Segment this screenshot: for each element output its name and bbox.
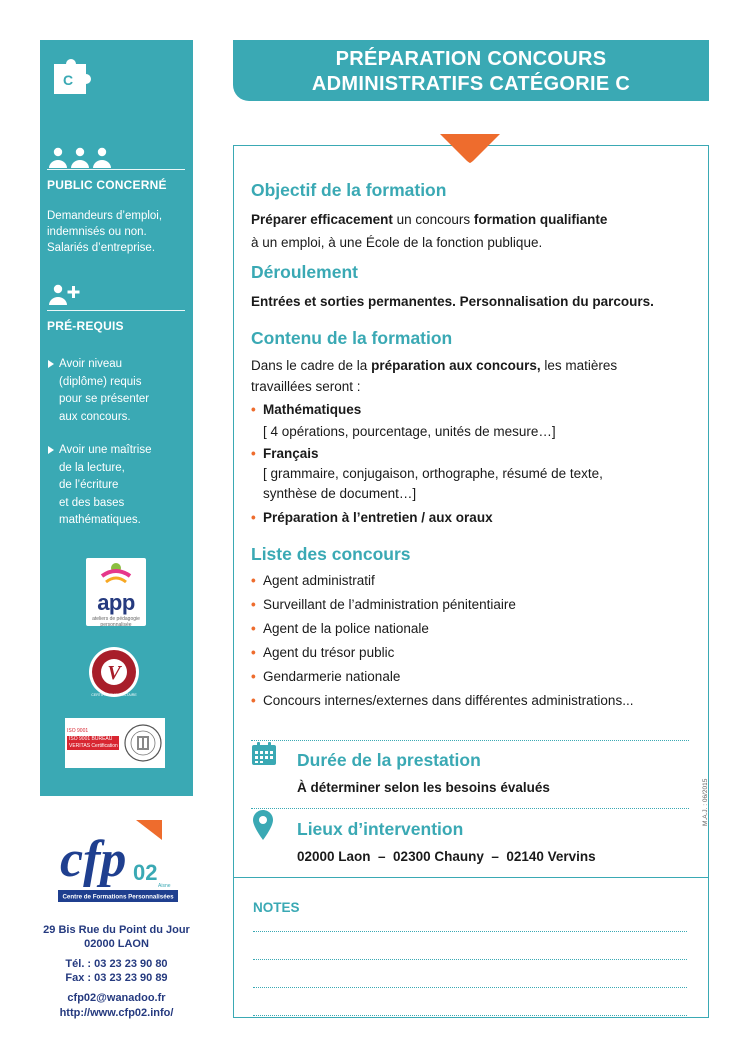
person-plus-icon	[47, 284, 83, 306]
prereq-line: pour se présenter	[59, 393, 150, 405]
contenu-heading: Contenu de la formation	[251, 328, 453, 348]
matiere-item: • Préparation à l’entretien / aux oraux	[251, 508, 493, 528]
people-icon	[47, 147, 113, 169]
sidebar-panel	[40, 40, 193, 796]
objectif-line1	[251, 209, 607, 230]
duree-heading: Durée de la prestation	[297, 750, 481, 770]
app-logo	[86, 558, 146, 626]
deroulement-text: Entrées et sorties permanentes. Personnalisation du parcours.	[251, 294, 654, 309]
voltaire-logo-text: CERTIFICATION VOLTAIRE	[91, 693, 137, 697]
public-heading: PUBLIC CONCERNÉ	[47, 178, 167, 192]
deroulement-heading: Déroulement	[251, 262, 358, 282]
note-line[interactable]	[253, 1015, 687, 1016]
prereq-line: Avoir une maîtrise	[59, 444, 152, 456]
voltaire-logo	[88, 646, 140, 698]
concours-item: • Concours internes/externes dans différentes administrations...	[251, 691, 633, 711]
cfp-logo-aisne: Aisne	[158, 883, 171, 889]
note-line[interactable]	[253, 931, 687, 932]
contenu-intro-line2: travaillées seront :	[251, 379, 361, 394]
page-title-line1: PRÉPARATION CONCOURS	[335, 48, 607, 70]
prereq-line: Avoir niveau	[59, 358, 123, 370]
concours-item: • Agent administratif	[251, 571, 375, 591]
app-logo-subtitle: ateliers de pédagogie personnalisée	[92, 616, 140, 628]
divider	[47, 310, 185, 311]
location-pin-icon	[253, 810, 273, 840]
bv-label: ISO 9001 BUREAU VERITAS Certification	[69, 736, 118, 749]
contenu-intro-text1: Dans le cadre de la	[251, 358, 372, 373]
prereq-item	[47, 356, 187, 426]
matiere-item: • Mathématiques	[251, 400, 361, 420]
prereq-line: de la lecture,	[59, 461, 125, 474]
objectif-bold2: formation qualifiante	[473, 212, 608, 227]
app-figure-icon	[100, 562, 132, 586]
objectif-text1: un concours	[392, 212, 474, 227]
calendar-icon	[251, 742, 277, 766]
public-text	[47, 208, 187, 256]
address-line2: 02000 LAON	[84, 938, 149, 950]
objectif-heading: Objectif de la formation	[251, 180, 447, 200]
page-title-line2: ADMINISTRATIFS CATÉGORIE C	[311, 73, 631, 95]
address-line1: 29 Bis Rue du Point du Jour	[43, 924, 190, 936]
bureau-veritas-logo	[65, 718, 165, 768]
website-link[interactable]: http://www.cfp02.info/	[59, 1007, 174, 1019]
dotted-divider	[251, 808, 689, 809]
cfp-logo-tagline: Centre de Formations Personnalisées	[62, 893, 174, 901]
orange-notch-icon	[440, 134, 500, 166]
matiere-item: • Français	[251, 444, 319, 464]
app-logo-text: app	[97, 590, 135, 615]
note-line[interactable]	[253, 959, 687, 960]
note-line[interactable]	[253, 987, 687, 988]
divider	[47, 169, 185, 170]
concours-item: • Surveillant de l’administration pénitentiaire	[251, 595, 516, 615]
public-line: indemnisés ou non.	[47, 226, 147, 238]
bv-top-text: ISO 9001	[67, 728, 89, 734]
svg-text:V: V	[107, 662, 121, 684]
puzzle-icon	[52, 56, 92, 96]
prereq-line: mathématiques.	[59, 514, 141, 526]
prereq-line: aux concours.	[59, 410, 131, 423]
prereq-line: de l’écriture	[59, 479, 119, 491]
cfp-logo-text: cfp	[60, 831, 127, 888]
email-link[interactable]: cfp02@wanadoo.fr	[67, 992, 166, 1004]
contenu-intro	[251, 355, 617, 376]
fax: Fax : 03 23 23 90 89	[65, 972, 168, 984]
puzzle-letter: C	[62, 72, 74, 88]
lieux-heading: Lieux d’intervention	[297, 819, 464, 839]
concours-item: • Agent du trésor public	[251, 643, 394, 663]
notes-heading: NOTES	[253, 900, 300, 915]
title-banner	[233, 40, 709, 101]
matiere-detail: [ grammaire, conjugaison, orthographe, résumé de texte,	[263, 466, 603, 481]
telephone: Tél. : 03 23 23 90 80	[65, 958, 168, 970]
contenu-intro-text2: les matières	[540, 358, 618, 373]
notes-box	[233, 878, 709, 1018]
matiere-detail: [ 4 opérations, pourcentage, unités de mesure…]	[263, 424, 556, 439]
prereq-heading: PRÉ-REQUIS	[47, 319, 124, 333]
duree-text: À déterminer selon les besoins évalués	[297, 780, 550, 795]
objectif-line2: à un emploi, à une École de la fonction publique.	[251, 235, 543, 250]
contenu-intro-bold: préparation aux concours,	[371, 358, 541, 373]
public-line: Demandeurs d’emploi,	[47, 210, 163, 222]
objectif-bold1: Préparer efficacement	[251, 212, 393, 227]
dotted-divider	[251, 740, 689, 741]
prereq-line: (diplôme) requis	[59, 375, 142, 388]
cfp-logo-number: 02	[133, 860, 158, 885]
public-line: Salariés d’entreprise.	[47, 242, 156, 254]
concours-heading: Liste des concours	[251, 544, 411, 564]
cfp-logo	[58, 818, 180, 904]
prereq-line: et des bases	[59, 496, 125, 509]
concours-item: • Gendarmerie nationale	[251, 667, 400, 687]
concours-item: • Agent de la police nationale	[251, 619, 429, 639]
update-date: M.A.J. : 06/2015	[702, 778, 709, 826]
lieux-text: 02000 Laon – 02300 Chauny – 02140 Vervins	[297, 849, 596, 864]
matiere-detail: synthèse de document…]	[263, 486, 417, 501]
bv-seal-icon	[123, 720, 163, 766]
prereq-item	[47, 442, 187, 530]
